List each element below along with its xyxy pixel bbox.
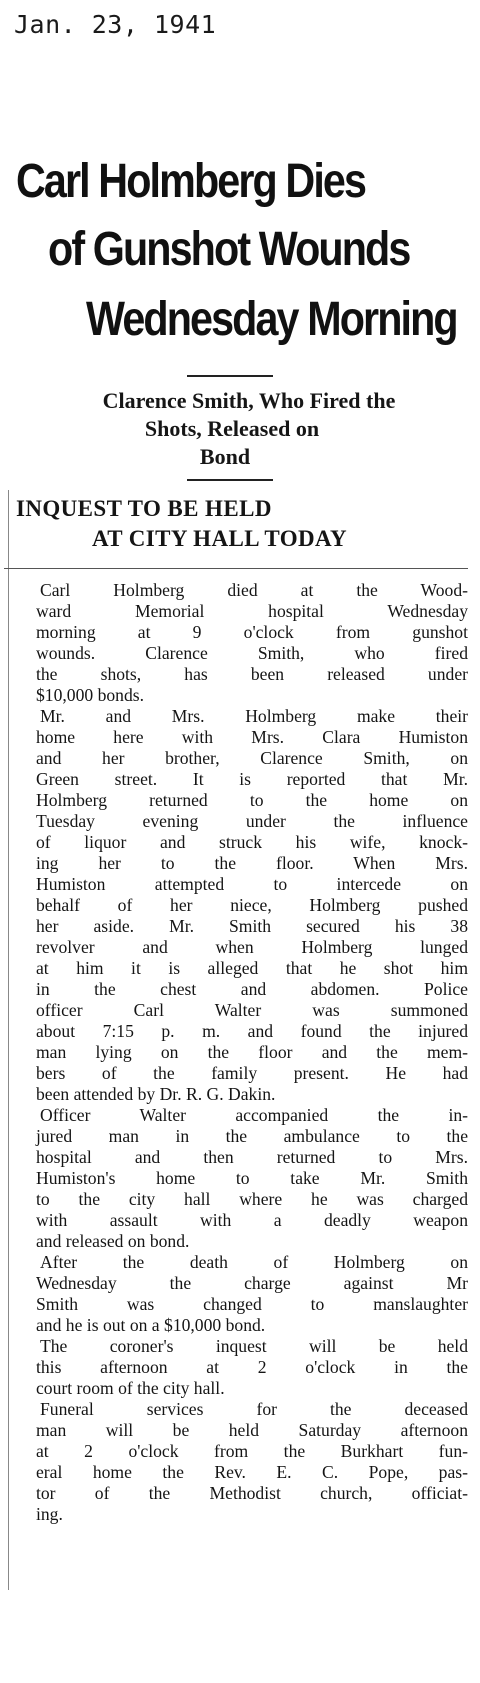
body-line: home here with Mrs. Clara Humiston: [36, 727, 468, 747]
body-line: eral home the Rev. E. C. Pope, pas-: [36, 1462, 468, 1482]
body-line: Tuesday evening under the influence: [36, 811, 468, 831]
body-divider: [4, 568, 468, 569]
body-line: morning at 9 o'clock from gunshot: [36, 622, 468, 642]
body-line: Mr. and Mrs. Holmberg make their: [40, 706, 468, 726]
article-body: [36, 580, 468, 1525]
body-line: Smith was changed to manslaughter: [36, 1294, 468, 1314]
body-line: tor of the Methodist church, officiat-: [36, 1483, 468, 1503]
body-line: officer Carl Walter was summoned: [36, 1000, 468, 1020]
body-line: and her brother, Clarence Smith, on: [36, 748, 468, 768]
body-line: wounds. Clarence Smith, who fired: [36, 643, 468, 663]
body-line: bers of the family present. He had: [36, 1063, 468, 1083]
body-line: in the chest and abdomen. Police: [36, 979, 468, 999]
body-line: hospital and then returned to Mrs.: [36, 1147, 468, 1167]
body-line: Humiston's home to take Mr. Smith: [36, 1168, 468, 1188]
body-line: ing.: [36, 1504, 63, 1524]
headline-line-1: Carl Holmberg Dies: [16, 155, 366, 208]
subhead: [4, 387, 480, 471]
subhead-line-3: Bond: [199, 444, 251, 469]
body-line: Officer Walter accompanied the in-: [40, 1105, 468, 1125]
body-line: to the city hall where he was charged: [36, 1189, 468, 1209]
newspaper-clipping: [4, 150, 480, 1683]
body-line: man lying on the floor and the mem-: [36, 1042, 468, 1062]
body-line: behalf of her niece, Holmberg pushed: [36, 895, 468, 915]
body-line: at him it is alleged that he shot him: [36, 958, 468, 978]
body-line: at 2 o'clock from the Burkhart fun-: [36, 1441, 468, 1461]
body-line: ing her to the floor. When Mrs.: [36, 853, 468, 873]
body-line: court room of the city hall.: [36, 1378, 225, 1398]
body-line: ward Memorial hospital Wednesday: [36, 601, 468, 621]
body-line: revolver and when Holmberg lunged: [36, 937, 468, 957]
column-edge: [8, 490, 9, 1590]
subhead-divider: [187, 479, 273, 481]
body-line: jured man in the ambulance to the: [36, 1126, 468, 1146]
body-line: Holmberg returned to the home on: [36, 790, 468, 810]
headline-line-3: Wednesday Morning: [86, 293, 457, 346]
body-line: The coroner's inquest will be held: [40, 1336, 468, 1356]
body-line: about 7:15 p. m. and found the injured: [36, 1021, 468, 1041]
body-line: and he is out on a $10,000 bond.: [36, 1315, 266, 1335]
body-line: Humiston attempted to intercede on: [36, 874, 468, 894]
body-line: her aside. Mr. Smith secured his 38: [36, 916, 468, 936]
body-line: of liquor and struck his wife, knock-: [36, 832, 468, 852]
body-line: Funeral services for the deceased: [40, 1399, 468, 1419]
headline-divider: [187, 375, 273, 377]
body-line: Wednesday the charge against Mr: [36, 1273, 468, 1293]
body-line: been attended by Dr. R. G. Dakin.: [36, 1084, 276, 1104]
body-line: Carl Holmberg died at the Wood-: [40, 580, 468, 600]
body-line: man will be held Saturday afternoon: [36, 1420, 468, 1440]
body-line: and released on bond.: [36, 1231, 190, 1251]
body-line: After the death of Holmberg on: [40, 1252, 468, 1272]
second-subhead-line-2: AT CITY HALL TODAY: [92, 526, 347, 551]
body-line: this afternoon at 2 o'clock in the: [36, 1357, 468, 1377]
body-line: $10,000 bonds.: [36, 685, 145, 705]
subhead-line-2: Shots, Released on: [144, 416, 320, 441]
second-subhead-line-1: INQUEST TO BE HELD: [16, 496, 272, 521]
headline-line-2: of Gunshot Wounds: [48, 223, 410, 276]
body-line: with assault with a deadly weapon: [36, 1210, 468, 1230]
body-line: the shots, has been released under: [36, 664, 468, 684]
subhead-line-1: Clarence Smith, Who Fired the: [102, 388, 396, 413]
second-subhead: [16, 494, 347, 554]
clipping-date: Jan. 23, 1941: [14, 10, 217, 39]
body-line: Green street. It is reported that Mr.: [36, 769, 468, 789]
